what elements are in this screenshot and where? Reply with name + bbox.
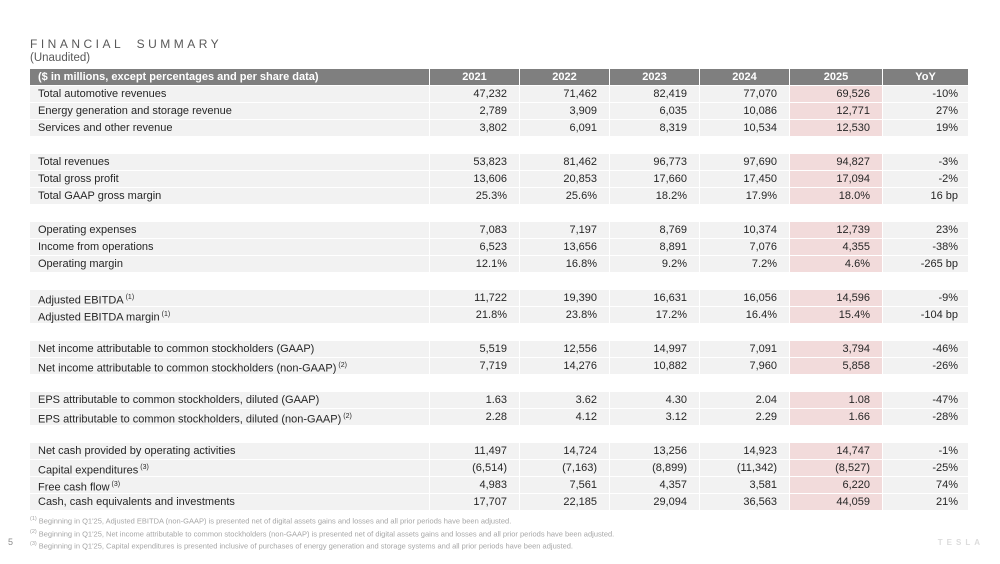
- cell-yoy: -3%: [938, 156, 958, 168]
- table-row: [30, 290, 968, 307]
- cell-yoy: -2%: [938, 173, 958, 185]
- cell-2023: 8,769: [610, 222, 700, 238]
- cell-2024: 2.04: [700, 392, 790, 408]
- header-cell-yoy: YoY: [915, 71, 936, 83]
- row-label: Operating expenses: [30, 222, 430, 238]
- cell-2025: 94,827: [790, 154, 883, 170]
- cell-2022: 4.12: [520, 409, 610, 425]
- section-spacer: [30, 137, 968, 154]
- cell-2022: 3,909: [520, 103, 610, 119]
- header-cell-2022: 2022: [520, 69, 610, 85]
- cell-2023: 9.2%: [610, 256, 700, 272]
- section-spacer: [30, 426, 968, 443]
- cell-2025: 1.66: [790, 409, 883, 425]
- table-row: [30, 307, 968, 324]
- cell-yoy: -26%: [932, 360, 958, 372]
- cell-2023: 96,773: [610, 154, 700, 170]
- cell-2022: 19,390: [520, 290, 610, 306]
- cell-2023: 82,419: [610, 86, 700, 102]
- cell-2021: 11,497: [430, 443, 520, 459]
- cell-2025: 17,094: [790, 171, 883, 187]
- row-label: Income from operations: [30, 239, 430, 255]
- cell-2023: 10,882: [610, 358, 700, 374]
- cell-2023: (8,899): [610, 460, 700, 476]
- cell-yoy: -47%: [932, 394, 958, 406]
- cell-2021: 25.3%: [430, 188, 520, 204]
- row-label: Total automotive revenues: [30, 86, 430, 102]
- page-number: 5: [8, 537, 14, 547]
- cell-2022: 13,656: [520, 239, 610, 255]
- cell-yoy: 23%: [935, 224, 958, 236]
- table-row: [30, 239, 968, 256]
- cell-2021: 2,789: [430, 103, 520, 119]
- cell-2022: 25.6%: [520, 188, 610, 204]
- cell-2025: (8,527): [790, 460, 883, 476]
- cell-2023: 4,357: [610, 477, 700, 493]
- footnote-marker: (2): [343, 413, 352, 420]
- row-label: Net income attributable to common stockholders (non-GAAP) $^{(2)}$: [30, 358, 430, 374]
- cell-2024: 16,056: [700, 290, 790, 306]
- cell-2024: (11,342): [700, 460, 790, 476]
- cell-2021: 21.8%: [430, 307, 520, 323]
- cell-2024: 7,076: [700, 239, 790, 255]
- footnote-marker: (1): [30, 516, 37, 522]
- cell-yoy: 21%: [935, 496, 958, 508]
- row-label: Energy generation and storage revenue: [30, 103, 430, 119]
- cell-2025: 12,771: [790, 103, 883, 119]
- cell-2024: 36,563: [700, 494, 790, 510]
- cell-2021: 11,722: [430, 290, 520, 306]
- row-label: Capital expenditures $^{(3)}$: [30, 460, 430, 476]
- table-row: [30, 409, 968, 426]
- table-row: [30, 477, 968, 494]
- header-cell-2024: 2024: [700, 69, 790, 85]
- row-label: Total revenues: [30, 154, 430, 170]
- header-label-cell: ($ in millions, except percentages and per share data): [30, 69, 430, 85]
- cell-2025: 12,739: [790, 222, 883, 238]
- cell-2025: 69,526: [790, 86, 883, 102]
- row-label: EPS attributable to common stockholders, diluted (non-GAAP) $^{(2)}$: [30, 409, 430, 425]
- cell-2025: 1.08: [790, 392, 883, 408]
- cell-yoy: -46%: [932, 343, 958, 355]
- cell-2021: 7,083: [430, 222, 520, 238]
- cell-yoy: 27%: [935, 105, 958, 117]
- table-row: [30, 154, 968, 171]
- cell-2023: 16,631: [610, 290, 700, 306]
- cell-2024: 10,534: [700, 120, 790, 136]
- row-label: Adjusted EBITDA margin $^{(1)}$: [30, 307, 430, 323]
- footnote: $^{(1)}$ Beginning in Q1'25, Adjusted EBITDA (non-GAAP) is presented net of digital assets gains and losses and all prior periods have been adjusted.: [30, 516, 512, 526]
- cell-2022: 7,561: [520, 477, 610, 493]
- cell-2022: (7,163): [520, 460, 610, 476]
- table-row: [30, 460, 968, 477]
- cell-2022: 22,185: [520, 494, 610, 510]
- cell-2023: 18.2%: [610, 188, 700, 204]
- cell-2023: 29,094: [610, 494, 700, 510]
- cell-2021: 53,823: [430, 154, 520, 170]
- cell-2024: 17,450: [700, 171, 790, 187]
- row-label: Net cash provided by operating activities: [30, 443, 430, 459]
- row-label: Cash, cash equivalents and investments: [30, 494, 430, 510]
- row-label: EPS attributable to common stockholders, diluted (GAAP): [30, 392, 430, 408]
- cell-2024: 10,086: [700, 103, 790, 119]
- table-row: [30, 358, 968, 375]
- table-row: [30, 392, 968, 409]
- table-row: [30, 86, 968, 103]
- tesla-logo: TESLA: [937, 538, 984, 547]
- cell-2024: 7,960: [700, 358, 790, 374]
- cell-2023: 14,997: [610, 341, 700, 357]
- footnotes: [30, 514, 950, 552]
- cell-2022: 16.8%: [520, 256, 610, 272]
- cell-2021: 17,707: [430, 494, 520, 510]
- cell-2024: 7,091: [700, 341, 790, 357]
- cell-2024: 14,923: [700, 443, 790, 459]
- cell-2025: 5,858: [790, 358, 883, 374]
- section-spacer: [30, 205, 968, 222]
- cell-2024: 3,581: [700, 477, 790, 493]
- cell-2024: 16.4%: [700, 307, 790, 323]
- cell-2023: 13,256: [610, 443, 700, 459]
- cell-2021: 1.63: [430, 392, 520, 408]
- footnote-marker: (3): [140, 464, 149, 471]
- header-cell-2025: 2025: [790, 69, 883, 85]
- cell-2024: 7.2%: [700, 256, 790, 272]
- cell-2023: 17,660: [610, 171, 700, 187]
- cell-2025: 6,220: [790, 477, 883, 493]
- cell-2022: 7,197: [520, 222, 610, 238]
- row-label: Net income attributable to common stockholders (GAAP): [30, 341, 430, 357]
- cell-2025: 14,747: [790, 443, 883, 459]
- cell-2025: 14,596: [790, 290, 883, 306]
- cell-2021: 5,519: [430, 341, 520, 357]
- cell-2025: 4.6%: [790, 256, 883, 272]
- table-row: [30, 188, 968, 205]
- cell-yoy: -265 bp: [920, 258, 958, 270]
- cell-yoy: -9%: [938, 292, 958, 304]
- table-row: [30, 494, 968, 511]
- cell-yoy: 19%: [935, 122, 958, 134]
- footnote-marker: (3): [111, 481, 121, 488]
- cell-2023: 8,319: [610, 120, 700, 136]
- row-label: Services and other revenue: [30, 120, 430, 136]
- cell-2021: 6,523: [430, 239, 520, 255]
- cell-2022: 12,556: [520, 341, 610, 357]
- cell-yoy: -1%: [938, 445, 958, 457]
- cell-2023: 4.30: [610, 392, 700, 408]
- cell-2022: 6,091: [520, 120, 610, 136]
- cell-2023: 8,891: [610, 239, 700, 255]
- cell-yoy: -25%: [932, 462, 958, 474]
- table-header-row: [30, 69, 968, 86]
- cell-2021: 3,802: [430, 120, 520, 136]
- footnote: $^{(3)}$ Beginning in Q1'25, Capital expenditures is presented inclusive of purchases of energy generation and storage systems and all prior periods have been adjusted.: [30, 541, 573, 551]
- cell-2025: 3,794: [790, 341, 883, 357]
- cell-2023: 6,035: [610, 103, 700, 119]
- cell-yoy: -10%: [932, 88, 958, 100]
- footnote: $^{(2)}$ Beginning in Q1'25, Net income attributable to common stockholders (non-GAAP) is presented net of digital assets gains and losses and all prior periods have been adjusted.: [30, 528, 615, 538]
- cell-yoy: -104 bp: [920, 309, 958, 321]
- cell-2022: 20,853: [520, 171, 610, 187]
- cell-2022: 23.8%: [520, 307, 610, 323]
- row-label: Total GAAP gross margin: [30, 188, 430, 204]
- cell-2025: 44,059: [790, 494, 883, 510]
- cell-2023: 3.12: [610, 409, 700, 425]
- cell-2021: 7,719: [430, 358, 520, 374]
- table-row: [30, 341, 968, 358]
- header-cell-2021: 2021: [430, 69, 520, 85]
- footnote-marker: (1): [125, 294, 135, 301]
- row-label: Adjusted EBITDA $^{(1)}$: [30, 290, 430, 306]
- cell-2021: 47,232: [430, 86, 520, 102]
- header-cell-2023: 2023: [610, 69, 700, 85]
- cell-2021: 13,606: [430, 171, 520, 187]
- cell-yoy: 16 bp: [930, 190, 958, 202]
- cell-2025: 15.4%: [790, 307, 883, 323]
- row-label: Free cash flow $^{(3)}$: [30, 477, 430, 493]
- table-row: [30, 222, 968, 239]
- cell-2021: 2.28: [430, 409, 520, 425]
- cell-2024: 2.29: [700, 409, 790, 425]
- cell-2021: 12.1%: [430, 256, 520, 272]
- cell-2022: 3.62: [520, 392, 610, 408]
- footnote-marker: (2): [30, 528, 37, 535]
- cell-2022: 71,462: [520, 86, 610, 102]
- cell-2025: 12,530: [790, 120, 883, 136]
- cell-2025: 18.0%: [790, 188, 883, 204]
- cell-yoy: -28%: [932, 411, 958, 423]
- section-spacer: [30, 324, 968, 341]
- table-row: [30, 120, 968, 137]
- row-label: Operating margin: [30, 256, 430, 272]
- table-row: [30, 443, 968, 460]
- row-label: Total gross profit: [30, 171, 430, 187]
- section-spacer: [30, 273, 968, 290]
- cell-2024: 77,070: [700, 86, 790, 102]
- cell-2025: 4,355: [790, 239, 883, 255]
- section-spacer: [30, 375, 968, 392]
- table-row: [30, 171, 968, 188]
- cell-2024: 10,374: [700, 222, 790, 238]
- cell-2024: 17.9%: [700, 188, 790, 204]
- cell-2024: 97,690: [700, 154, 790, 170]
- footnote-marker: (3): [30, 541, 37, 547]
- page-title: FINANCIAL SUMMARY: [30, 37, 223, 51]
- footnote-marker: (2): [338, 362, 347, 369]
- cell-2021: 4,983: [430, 477, 520, 493]
- table-row: [30, 256, 968, 273]
- table-row: [30, 103, 968, 120]
- cell-2021: (6,514): [430, 460, 520, 476]
- financial-summary-table: [30, 69, 968, 511]
- cell-yoy: -38%: [932, 241, 958, 253]
- page-subtitle: (Unaudited): [30, 52, 91, 64]
- cell-2022: 14,724: [520, 443, 610, 459]
- cell-yoy: 74%: [935, 479, 958, 491]
- cell-2023: 17.2%: [610, 307, 700, 323]
- cell-2022: 14,276: [520, 358, 610, 374]
- footnote-marker: (1): [161, 311, 171, 318]
- cell-2022: 81,462: [520, 154, 610, 170]
